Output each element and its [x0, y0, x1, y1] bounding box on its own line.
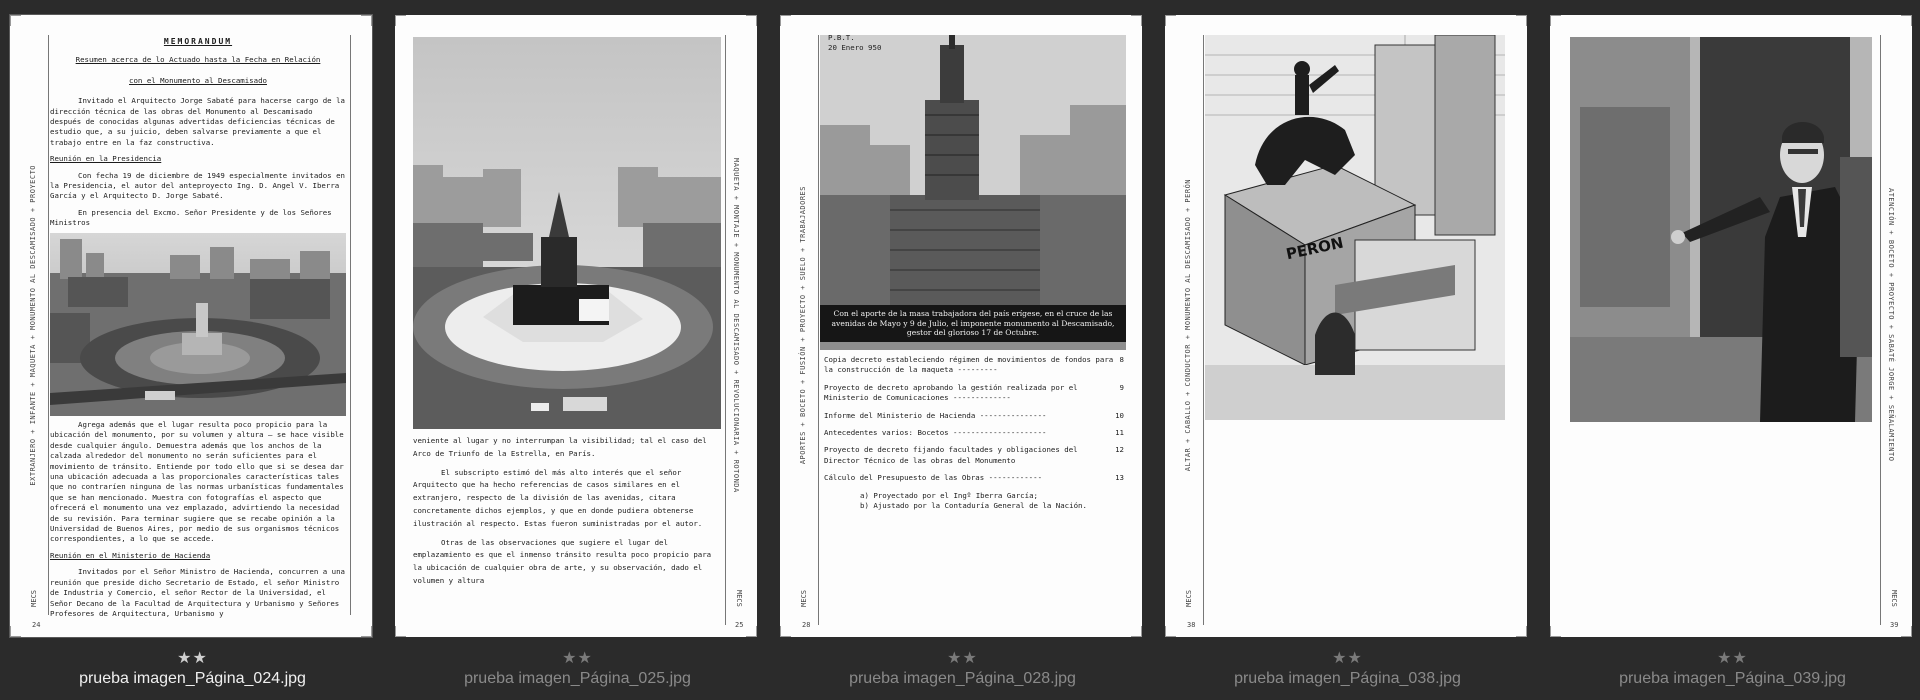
margin-rule [818, 35, 819, 625]
filename-label[interactable]: prueba imagen_Página_038.jpg [1234, 670, 1461, 687]
crop-corner [361, 626, 372, 637]
spine-keywords: ATENCIÓN + BOCETO + PROYECTO + SABATÉ JORGE + SEÑALAMIENTO [1887, 188, 1895, 462]
page-number: 39 [1890, 621, 1899, 629]
crop-corner [1550, 626, 1561, 637]
crop-corner [10, 15, 21, 26]
filename-label[interactable]: prueba imagen_Página_039.jpg [1619, 670, 1846, 687]
crop-corner [780, 15, 791, 26]
star-rating[interactable]: ★★ [947, 650, 978, 667]
spine-keywords: EXTRANJERO + INFANTE + MAQUETA + MONUMENTO AL DESCAMISADO + PROYECTO [29, 164, 37, 486]
thumbnail-cell-038[interactable] [1155, 0, 1540, 700]
margin-rule [1203, 35, 1204, 625]
star-rating[interactable]: ★★ [562, 650, 593, 667]
margin-rule [48, 35, 49, 615]
document-text-bottom: Agrega además que el lugar resulta poco propicio para la ubicación del monumento, por su volumen y altura — se hace visible desde cualquier ángulo. Demuestra además que los anchos de la calzada alrededor del monumento no serán suficientes para el movimiento de tránsito. Entiende por todo ello que si se desea dar una ubicación adecuada a las proporcionales características tales que no contraríen ninguna de las normas urbanísticas fundamentales que se han mencionado. Muestra con fotografías el aspecto que ofrecerá el monumento una vez emplazado, advirtiendo la necesidad de su revisión. Para terminar sugiere que se recabe opinión a la Universidad de Buenos Aires, por medio de sus organismos técnicos correspondientes, a lo que se accede. Reunión en el Ministerio de Hacienda Invitados por el Señor Ministro de Hacienda, concurren a una reunión que preside dicho Secretario de Estado, el señor Ministro de Industria y Comercio, el señor Rector de la Universidad, el Señor Decano de la Facultad de Arquitectura y Urbanismo y Señores Profesores de Arquitectura, Urbanismo y [50, 420, 345, 618]
filename-label[interactable]: prueba imagen_Página_025.jpg [464, 670, 691, 687]
index-sub-item: a) Proyectado por el Ingº Iberra García; [860, 490, 1038, 500]
handwritten-note: P.B.T. 20 Enero 950 [828, 33, 882, 53]
index-row: Cálculo del Presupuesto de las Obras ------------ 13 [824, 473, 1124, 483]
spine-keywords: APORTES + BOCETO + FUSIÓN + PROYECTO + SUELO + TRABAJADORES [799, 185, 807, 465]
star-rating[interactable]: ★★ [1717, 650, 1748, 667]
footer-mark: MECS [1890, 590, 1898, 607]
crop-corner [1901, 626, 1912, 637]
page-number: 25 [735, 621, 744, 629]
filename-label[interactable]: prueba imagen_Página_028.jpg [849, 670, 1076, 687]
aerial-photo-plaza [50, 233, 346, 416]
page-number: 24 [32, 621, 41, 629]
thumbnail-image[interactable] [395, 15, 757, 637]
crop-corner [395, 15, 406, 26]
index-sub-item: b) Ajustado por la Contaduría General de la Nación. [860, 501, 1087, 511]
margin-rule [1880, 35, 1881, 625]
footer-mark: MECS [1185, 590, 1193, 607]
photo-monument-construction [820, 35, 1126, 350]
crop-corner [1516, 626, 1527, 637]
margin-rule [725, 35, 726, 625]
crop-corner [1165, 626, 1176, 637]
thumbnail-cell-028[interactable] [770, 0, 1155, 700]
crop-corner [780, 626, 791, 637]
star-rating[interactable]: ★★ [177, 650, 208, 667]
thumbnail-image[interactable] [1550, 15, 1912, 637]
crop-corner [1131, 626, 1142, 637]
filename-label[interactable]: prueba imagen_Página_024.jpg [79, 670, 306, 687]
crop-corner [361, 15, 372, 26]
crop-corner [1516, 15, 1527, 26]
document-text: veniente al lugar y no interrumpan la visibilidad; tal el caso del Arco de Triunfo de la Estrella, en París. El subscripto estimó del más alto interés que el señor Arquitecto que ha hecho referencias de casos similares en el extranjero, respecto de la división de las avenidas, citara concretamente dichos ejemplos, y que en donde pudiera obtenerse ilustración al respecto. Estas fueron suministradas por el autor. Otras de las observaciones que sugiere el lugar del emplazamiento es que el inmenso tránsito resulta poco propicio para la ubicación de cualquier obra de arte, y su observación, dado el volumen y altura [413, 436, 712, 585]
index-list [824, 355, 1124, 625]
star-rating[interactable]: ★★ [1332, 650, 1363, 667]
thumbnail-image[interactable] [10, 15, 372, 637]
margin-rule [350, 35, 351, 615]
spine-keywords: MAQUETA + MONTAJE + MONUMENTO AL DESCAMISADO + REVOLUCIONARIA + ROTONDA [732, 157, 740, 493]
footer-mark: MECS [735, 590, 743, 607]
crop-corner [1550, 15, 1561, 26]
crop-corner [1131, 15, 1142, 26]
crop-corner [746, 626, 757, 637]
thumbnail-image[interactable] [1165, 15, 1527, 637]
thumbnail-cell-025[interactable] [385, 0, 770, 700]
crop-corner [1165, 15, 1176, 26]
index-row: Informe del Ministerio de Hacienda --------------- 10 [824, 410, 1124, 420]
spine-keywords: ALTAR + CABALLO + CONDUCTOR + MONUMENTO AL DESCAMISADO + PERÓN [1184, 178, 1192, 472]
index-row: Copia decreto estableciendo régimen de movimientos de fondos para la construcción de la maqueta --------- 8 [824, 355, 1124, 375]
thumbnail-image[interactable] [780, 15, 1142, 637]
photo-caption: Con el aporte de la masa trabajadora del país erígese, en el cruce de las avenidas de Mayo y 9 de Julio, el imponente monumento al Descamisado, gestor del glorioso 17 de Octubre. [820, 305, 1126, 342]
monument-inscription: PERON [1284, 233, 1346, 264]
footer-mark: MECS [800, 590, 808, 607]
photo-man-presenting [1570, 37, 1872, 422]
sketch-equestrian-monument [1205, 35, 1505, 420]
photo-monument-model-plaza [413, 37, 721, 429]
index-row: Proyecto de decreto fijando facultades y obligaciones del Director Técnico de las obras del Monumento 12 [824, 445, 1124, 465]
crop-corner [1901, 15, 1912, 26]
crop-corner [395, 626, 406, 637]
crop-corner [10, 626, 21, 637]
thumbnail-cell-039[interactable] [1540, 0, 1920, 700]
index-row: Proyecto de decreto aprobando la gestión realizada por el Ministerio de Comunicaciones ------------- 9 [824, 382, 1124, 403]
crop-corner [746, 15, 757, 26]
index-row: Antecedentes varios: Bocetos --------------------- 11 [824, 428, 1124, 438]
page-number: 38 [1187, 621, 1196, 629]
footer-mark: MECS [30, 590, 38, 607]
page-number: 28 [802, 621, 811, 629]
thumbnail-cell-024[interactable] [0, 0, 385, 700]
document-text-top: MEMORANDUM Resumen acerca de lo Actuado hasta la Fecha en Relación con el Monumento al Descamisado Invitado el Arquitecto Jorge Sabaté para hacerse cargo de la dirección técnica de las obras del Monumento al Descamisado después de conocidas algunas advertidas deficiencias técnicas de estudio que, a su juicio, deben salvarse previamente a que el trabajo entre en la faz constructiva. Reunión en la Presidencia Con fecha 19 de diciembre de 1949 especialmente invitados en la Presidencia, el autor del anteproyecto Ing. D. Angel V. Iberra García y el Arquitecto D. Jorge Sabaté. En presencia del Excmo. Señor Presidente y de los Señores Ministros [50, 37, 345, 228]
